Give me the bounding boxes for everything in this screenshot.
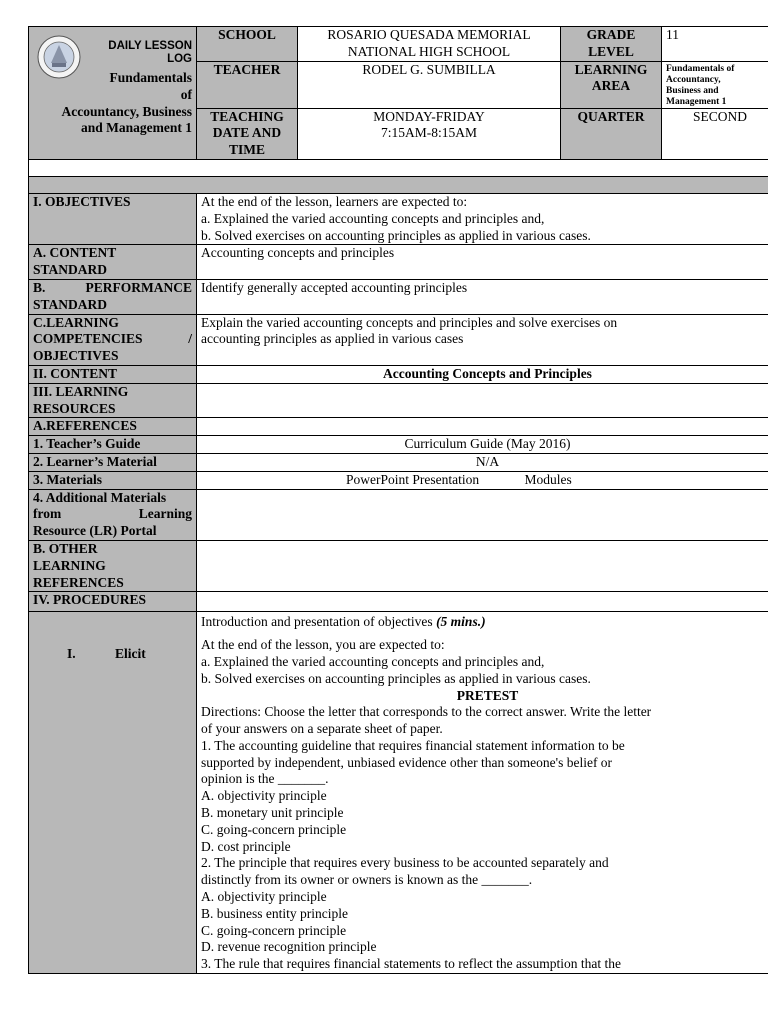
subject-title: Fundamentals of Accountancy, Business and Management 1 — [61, 70, 192, 136]
elicit-expect-line: At the end of the lesson, you are expected to: — [201, 637, 445, 653]
question-1-choice: A. objectivity principle — [201, 788, 327, 804]
elicit-expect-line: b. Solved exercises on accounting principles as applied in various cases. — [201, 670, 591, 686]
teaching-date-value: MONDAY-FRIDAY 7:15AM-8:15AM — [298, 108, 561, 159]
other-references-value — [197, 540, 768, 591]
elicit-intro: Introduction and presentation of objectives (5 mins.) — [201, 614, 486, 630]
teacher-value: RODEL G. SUMBILLA — [298, 61, 561, 108]
question-2: distinctly from its owner or owners is known as the _______. — [201, 872, 533, 888]
question-1: 1. The accounting guideline that requires financial statement information to be — [201, 737, 625, 753]
elicit-label: Elicit — [115, 646, 146, 662]
pretest-directions: of your answers on a separate sheet of paper. — [201, 721, 443, 737]
additional-materials-value — [197, 489, 768, 540]
procedures-value — [197, 592, 768, 612]
grade-value: 11 — [662, 27, 768, 62]
question-1-choice: D. cost principle — [201, 838, 291, 854]
learning-resources-label: III. LEARNING RESOURCES — [29, 383, 197, 418]
content-standard-value: Accounting concepts and principles — [197, 245, 768, 280]
materials-item-powerpoint: PowerPoint Presentation — [346, 471, 480, 487]
pretest-directions: Directions: Choose the letter that corresponds to the correct answer. Write the letter — [201, 704, 652, 720]
question-1-choice: C. going-concern principle — [201, 821, 347, 837]
header-left-cell — [29, 27, 197, 160]
school-label: SCHOOL — [197, 27, 298, 62]
question-2-choice: A. objectivity principle — [201, 889, 327, 905]
learners-material-label: 2. Learner’s Material — [29, 453, 197, 471]
content-label: II. CONTENT — [29, 365, 197, 383]
objectives-value: At the end of the lesson, learners are expected to: a. Explained the varied accounting concepts and principles and, b. Solved exercises on accounting principles as applied in various cases. — [197, 193, 768, 244]
question-2-choice: C. going-concern principle — [201, 922, 347, 938]
learners-material-value: N/A — [197, 453, 768, 471]
elicit-label-cell — [29, 612, 197, 974]
pretest-title: PRETEST — [456, 687, 519, 703]
lesson-log-table — [28, 26, 768, 974]
spacer-row — [29, 159, 768, 176]
competencies-label: C.LEARNING COMPETENCIES / OBJECTIVES — [29, 314, 197, 365]
gray-divider-row — [29, 176, 768, 193]
additional-materials-label: 4. Additional Materials from Learning Resource (LR) Portal — [29, 489, 197, 540]
log-title: DAILY LESSON LOG — [108, 40, 192, 65]
objectives-label: I. OBJECTIVES — [29, 193, 197, 244]
other-references-label: B. OTHER LEARNING REFERENCES — [29, 540, 197, 591]
content-value: Accounting Concepts and Principles — [197, 365, 768, 383]
question-1-choice: B. monetary unit principle — [201, 805, 344, 821]
performance-standard-value: Identify generally accepted accounting principles — [197, 279, 768, 314]
references-label: A.REFERENCES — [29, 418, 197, 436]
school-value: ROSARIO QUESADA MEMORIAL NATIONAL HIGH SCHOOL — [298, 27, 561, 62]
quarter-value: SECOND — [662, 108, 768, 159]
elicit-number: I. — [67, 646, 76, 662]
teaching-date-label: TEACHING DATE AND TIME — [197, 108, 298, 159]
teachers-guide-value: Curriculum Guide (May 2016) — [197, 436, 768, 454]
question-1: supported by independent, unbiased evidence other than someone's belief or — [201, 754, 613, 770]
question-1: opinion is the _______. — [201, 771, 329, 787]
quarter-label: QUARTER — [561, 108, 662, 159]
question-2: 2. The principle that requires every business to be accounted separately and — [201, 855, 609, 871]
learning-area-value: Fundamentals of Accountancy, Business and Management 1 — [662, 61, 768, 108]
references-value — [197, 418, 768, 436]
question-2-choice: B. business entity principle — [201, 905, 348, 921]
learning-area-label: LEARNING AREA — [561, 61, 662, 108]
content-standard-label: A. CONTENT STANDARD — [29, 245, 197, 280]
performance-standard-label: B. PERFORMANCE STANDARD — [29, 279, 197, 314]
teachers-guide-label: 1. Teacher’s Guide — [29, 436, 197, 454]
lesson-log-sheet — [28, 26, 768, 974]
learning-resources-value — [197, 383, 768, 418]
question-2-choice: D. revenue recognition principle — [201, 939, 377, 955]
question-3: 3. The rule that requires financial statements to reflect the assumption that the — [201, 956, 621, 972]
teacher-label: TEACHER — [197, 61, 298, 108]
elicit-content — [197, 612, 768, 974]
materials-label: 3. Materials — [29, 471, 197, 489]
grade-label: GRADE LEVEL — [561, 27, 662, 62]
elicit-expect-line: a. Explained the varied accounting concepts and principles and, — [201, 653, 545, 669]
procedures-label: IV. PROCEDURES — [29, 592, 197, 612]
materials-item-modules: Modules — [524, 471, 572, 487]
competencies-value: Explain the varied accounting concepts and principles and solve exercises on accounting principles as applied in various cases — [197, 314, 768, 365]
materials-value — [197, 471, 768, 489]
